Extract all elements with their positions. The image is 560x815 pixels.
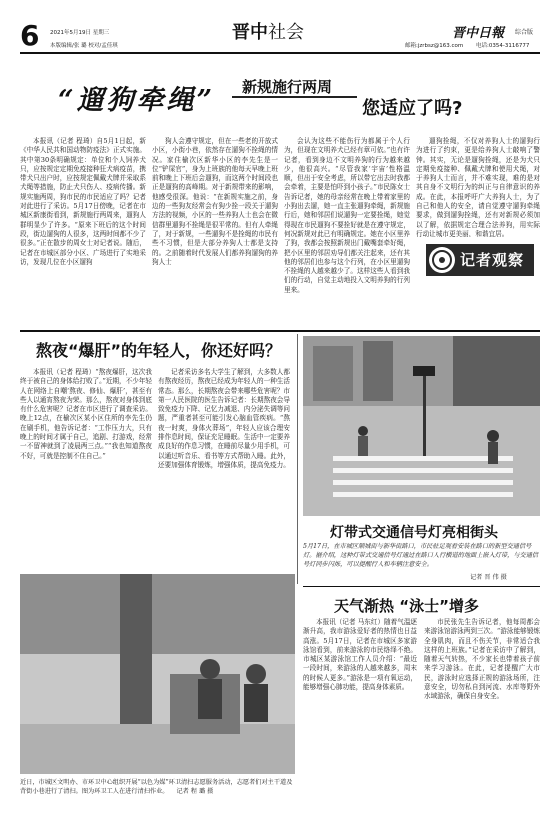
dog-article-title: [40, 72, 520, 130]
late-night-paragraph-1: 本报讯（记者 程琦）“熬夜爆肝，这次我终于被自己的身体给打败了。”近期，不少年轻人在网络上自嘲‘熬夜、修仙、爆肝’，甚至有些人以通宵熬夜为荣。那么，熬夜对身体到底有什么危害呢？记者在市区进行了调查采访。晚上12点，在榆次区某小区住所的李先生仍在刷手机，他告诉记者：“工作压力大，只有晚上的时间才属于自己，追剧、打游戏，经常一不留神就到了凌晨两三点。”“我也知道熬夜不好，可就是控制不住自己。”: [20, 368, 152, 460]
section-divider-2: [303, 586, 540, 587]
vertical-divider: [297, 334, 298, 584]
swim-col-2: [424, 618, 540, 808]
dog-title-tail: 您适应了吗?: [362, 98, 463, 119]
swim-article-title: 天气渐热 “泳士”增多: [334, 597, 479, 615]
phone-line: 电话:0354-3116777: [476, 43, 530, 49]
late-night-col-2: [158, 368, 290, 564]
section-name: [232, 22, 304, 44]
sanitation-caption-byline: 记者 程 璐 摄: [176, 788, 214, 795]
street-scene-image: [303, 336, 540, 516]
edition-label: 综合版: [515, 29, 534, 36]
dog-paragraph-3: 会认为这些不能伤行为都属于个人行为，但现在文明养犬已经有章可依。”也有许记者，看到身边不文明养狗的行为越来越少，他很高兴。“尽管我家‘宇宙’性格温顺，但出于安全考虑，所以带它出去时我都会牵着，主要是怕吓到小孩子。”市民陈女士告诉记者，她的母亲经常在晚上带着家里的小狗出去遛，她一直主张遛狗牵绳，新规施行后，她和邻居们说遛狗一定要拴绳，她觉得现在市民遛狗不要拴好就是在遵守规定，何况新规对此已有明确规定。她在小区里养了狗，我都会按照新规出门戴嘴套牵好绳，把小区里的邻居劝导们都关注起来，还有其他的邻居们也参与这个行列，在小区里遛狗不拴绳的人越来越少了。这样这些人看到我们的行动，自觉主动地投入文明养狗的行列里来。: [284, 137, 410, 294]
sanitation-caption-text: 近日，市城区文明办、市环卫中心组织开展“以色为媒”环卫清扫志愿服务活动，志愿者们对主干道及背街小巷进行了清扫。图为环卫工人在进行清扫作业。: [20, 779, 293, 795]
late-night-col-1: [20, 368, 152, 564]
dog-paragraph-4: 遛狗拴绳，不仅对养狗人士的遛狗行为进行了约束，更是给养狗人士敲响了警钟。其实，无论是遛狗拴绳，还是为犬只定期免疫接种、佩戴犬牌和使用犬绳，对于养狗人士而言，并不难实现，难的是对其自身不文明行为的纠正与自律意识的养成。在此，本报呼吁广大养狗人士，为了自己和他人的安全，请自觉遵守遛狗牵绳要求，做到遛狗拴绳，还有对新规必须加以了解，依据规定合理合法养狗，用实际行动让城市更美丽，和谐宜居。: [416, 137, 540, 237]
traffic-light-title: 灯带式交通信号灯亮相街头: [330, 525, 498, 541]
dog-paragraph-2: 狗人会遵守规定，但在一些老的开放式小区，小街小巷，依然存在遛狗不拴绳的情况。家住榆次区新华小区的李先生是一位“铲屎官”，身为上班族的他每天早晚上班前和晚上下班后会遛狗，而这两个时间段也正是遛狗的高峰期。对于新规带来的影响，他感受很深。他说：“在新规实施之前，身边的一些狗友经常会有狗少拴一段关于遛狗方法的视频，小区的一些养狗人士也会在微信群里遛狗不拴绳是很平常的。但有人牵绳了，对于新规，一些遛狗不是拴绳的市民有些不习惯，但是大部分养狗人士都是支持的。之前随着时代发展人们都养狗遛狗的养狗人士: [152, 137, 278, 266]
section-subtitle: 社会: [268, 22, 304, 43]
badge-label: 记者观察: [460, 251, 525, 269]
dog-article-col-1: [20, 137, 146, 327]
paper-name: 晋中日報: [452, 26, 505, 41]
traffic-light-lead: [303, 542, 540, 572]
late-night-article-title: 熬夜“爆肝”的年轻人，你还好吗？: [36, 341, 282, 360]
dog-article-col-4: [416, 137, 540, 237]
late-night-paragraph-2: 记者采访多名大学生了解到，大多数人都有熬夜经历，熬夜已经成为年轻人的一种生活常态。那么，长期熬夜会带来哪些危害呢？市第一人民医院的医生告诉记者：长期熬夜会导致免疫力下降、记忆力减退、内分泌失调等问题，严重者甚至可能引发心脑血管疾病。“熬夜一时爽，身体火葬场”，年轻人应该合理安排作息时间，保证充足睡眠。生活中一定要养成良好的作息习惯，在睡前尽量少用手机，可以通过听音乐、看书等方式帮助入睡。此外，还要加强体育锻炼，增强体质，提高免疫力。: [158, 368, 290, 469]
swim-paragraph-2: 市民张先生告诉记者，他每周都会来游泳馆游泳两到三次。“游泳能够锻炼全身肌肉，而且不伤关节，非常适合我这样的上班族。”记者在采访中了解到，随着天气转热，不少家长也带着孩子前来学习游泳。在此，记者提醒广大市民，游泳时应选择正规的游泳场所，注意安全，切勿私自到河流、水库等野外水域游泳，确保自身安全。: [424, 618, 540, 701]
reporter-observation-badge: [420, 238, 540, 282]
editor-line: 本版编辑/张 璐 校对/孟佳琪: [50, 43, 118, 49]
sanitation-caption: [20, 778, 295, 808]
traffic-light-photo: [303, 336, 540, 516]
swim-paragraph-1: 本报讯（记者 马东红）随着气温逐渐升高，我市游泳爱好者的热情也日益高涨。5月17日，记者在市城区多家游泳馆看到，前来游泳的市民络绎不绝。市城区某游泳馆工作人员介绍：“最近一段时间，来游泳的人越来越多，周末的时候人更多。”游泳是一项有氧运动，能够增强心肺功能，提高身体素质。: [303, 618, 417, 692]
traffic-light-lead-text: 5月17日，在市城区顺城街与新华街路口，市民驻足观看安装在路口的新型交通信号灯。据介绍，这种灯带式交通信号灯通过在路口人行横道的地面上嵌入灯带，与交通信号灯同步闪烁，可以提醒行人和车辆注意安全。: [303, 543, 539, 568]
dog-article-col-2: [152, 137, 278, 327]
sanitation-workers-image: [20, 574, 295, 774]
date-line: 2021年5月19日 星期三: [50, 30, 110, 36]
dog-title-main: “遛狗牵绳”: [58, 85, 216, 116]
masthead-rule: [20, 52, 540, 54]
dog-title-kicker: 新规施行两周: [242, 78, 333, 96]
page-number: 6: [20, 19, 40, 52]
dog-paragraph-1: 本报讯（记者 程琦）自5月1日起，新《中华人民共和国动物防疫法》正式实施。其中第30条明确规定：单位和个人饲养犬只，应按规定定期免疫接种狂犬病疫苗，携带犬只出户时，应按规定佩戴犬牌并采取系犬绳等措施，防止犬只伤人、疫病传播。新规实施两周，狗市民的市民适应了吗？记者对此进行了采访。5月17日傍晚，记者在市城区新康街看到，新规施行两周来，遛狗人群明显少了许多。“原来下班后的这个时间段，街边遛狗的人很多，这两时间都不少了很多。”正在散步的周女士对记者说。随后，记者在市城区部分小区、广场进行了实地采访，发现几位在小区遛狗: [20, 137, 146, 266]
section-divider-1: [20, 330, 540, 332]
swim-col-1: [303, 618, 417, 808]
section-title: 晋中: [232, 22, 268, 43]
kicker-underline: [232, 96, 357, 98]
dog-article-col-3: [284, 137, 410, 327]
traffic-light-byline: 记者 晋 伟 摄: [470, 574, 507, 581]
email-line: 邮箱:jzrbsz@163.com: [405, 43, 464, 49]
sanitation-photo: [20, 574, 295, 774]
